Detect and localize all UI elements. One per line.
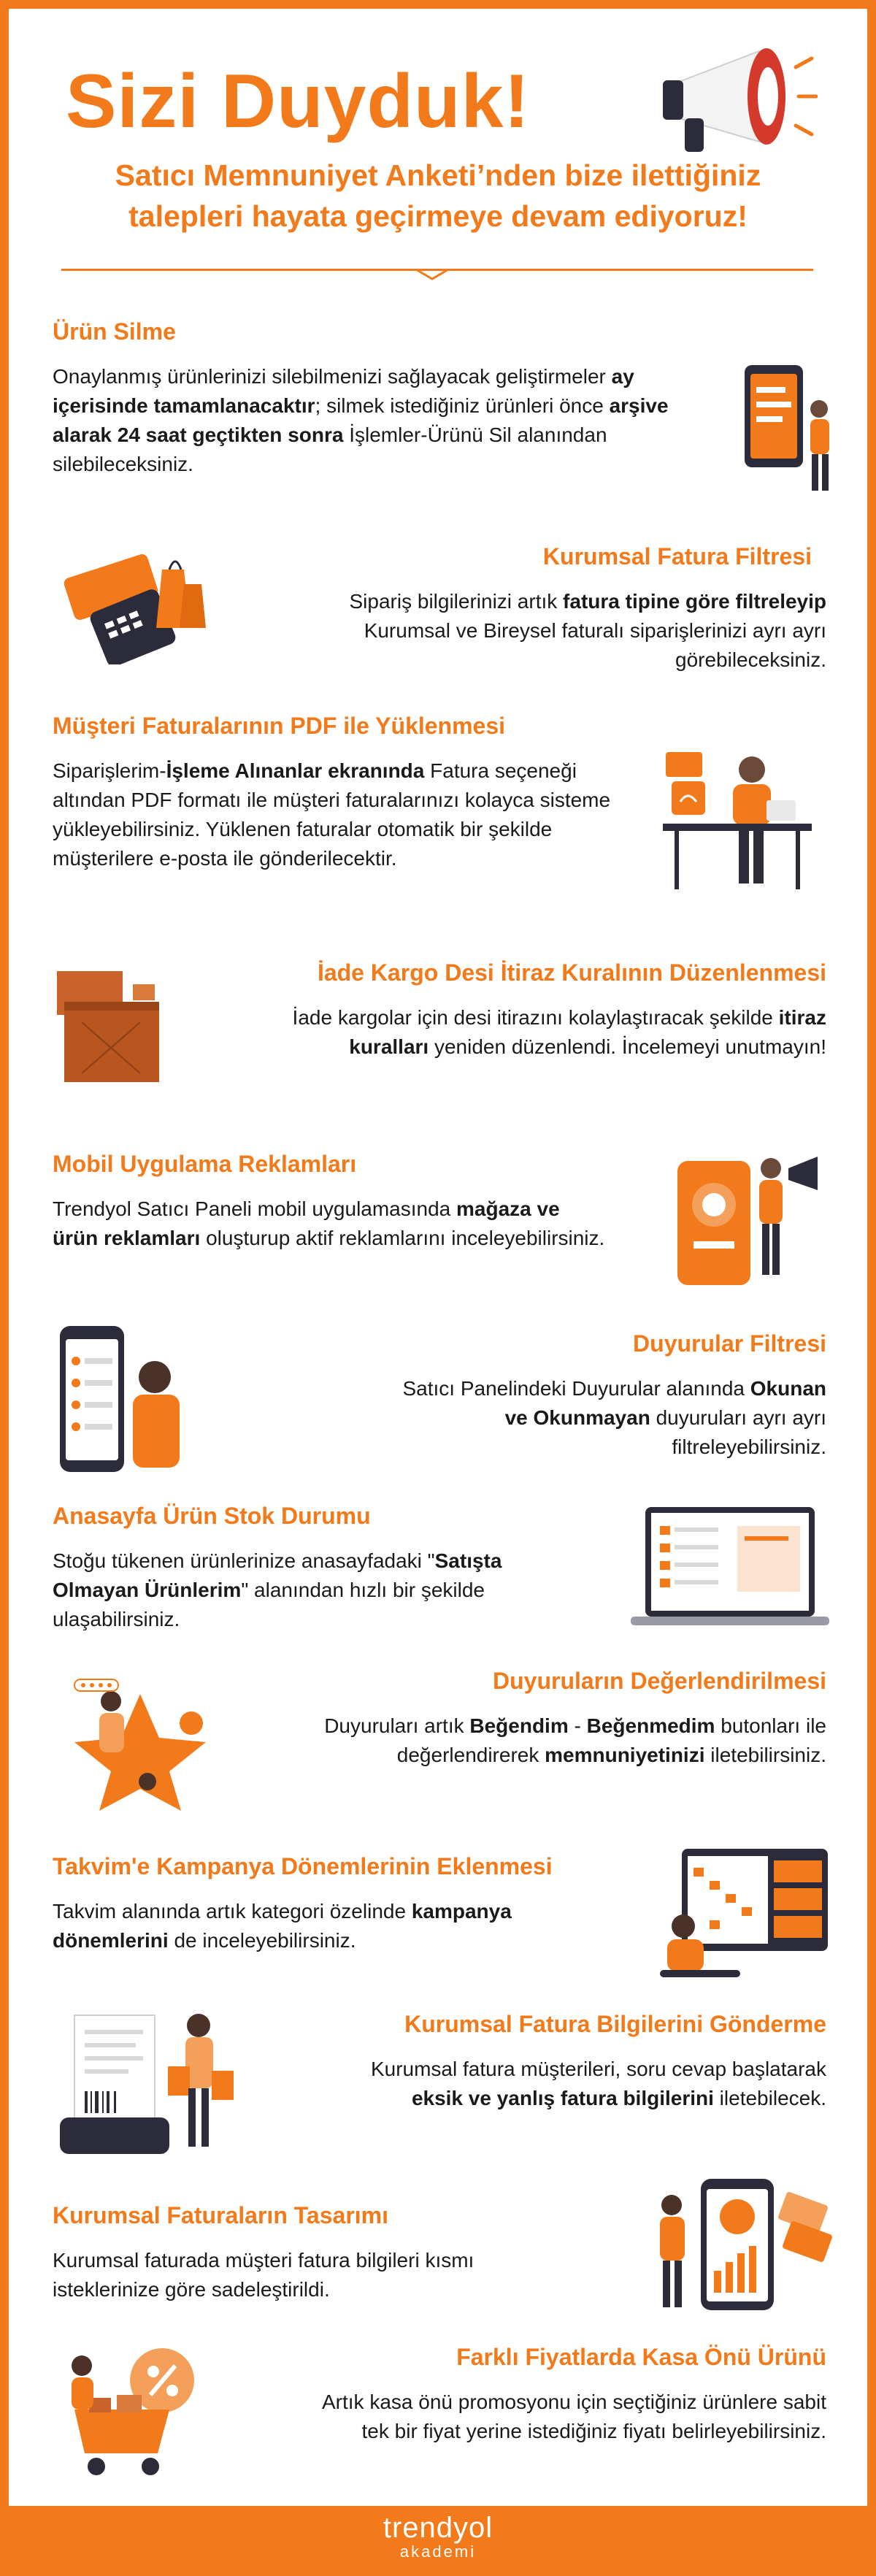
section-body	[53, 1195, 607, 1253]
section-takvim-kampanya	[53, 1850, 622, 1955]
section-body	[53, 1897, 622, 1955]
body-text: Trendyol Satıcı Paneli mobil uygulamasında	[53, 1197, 457, 1220]
receipt-shopping-icon	[53, 2001, 242, 2161]
section-body	[53, 362, 695, 479]
section-duyurular-filtresi	[380, 1327, 826, 1462]
section-body	[263, 1003, 826, 1062]
section-kurumsal-fatura-filtresi	[336, 540, 826, 675]
body-text-bold: memnuniyetinizi	[545, 1744, 705, 1766]
section-pdf-yukleme	[53, 710, 615, 873]
body-text: İşlemler-Ürünü Sil alanından silebileceksiniz.	[53, 423, 607, 475]
rating-stars-icon	[53, 1672, 220, 1811]
body-text: butonları ile değerlendirerek	[396, 1714, 826, 1766]
body-text-bold: İşleme Alınanlar ekranında	[166, 759, 425, 782]
body-text: duyuruları ayrı ayrı filtreleyebilirsiniz.	[650, 1406, 826, 1458]
mobile-ads-icon	[672, 1139, 832, 1292]
body-text: Takvim alanında artık kategori özelinde	[53, 1900, 412, 1923]
section-stok-durumu	[53, 1500, 564, 1634]
body-text: Siparişlerim-	[53, 759, 166, 782]
divider-notch	[416, 263, 448, 280]
body-text: yeniden düzenlendi. İncelemeyi unutmayın!	[429, 1035, 826, 1058]
section-title: Kurumsal Faturaların Tasarımı	[53, 2202, 388, 2228]
section-title: Mobil Uygulama Reklamları	[53, 1151, 357, 1177]
section-iade-kargo	[263, 957, 826, 1062]
body-text: oluşturup aktif reklamlarını inceleyebilirsiniz.	[200, 1227, 605, 1249]
body-text-bold: arşive alarak 24 saat geçtikten sonra	[53, 394, 669, 446]
section-title: Anasayfa Ürün Stok Durumu	[53, 1503, 371, 1529]
body-text-bold: mağaza ve ürün reklamları	[53, 1197, 560, 1249]
subtitle-line-1: Satıcı Memnuniyet Anketi’nden bize ilettiğiniz	[115, 158, 761, 192]
section-body	[336, 587, 826, 675]
body-text: Fatura seçeneği altından PDF formatı ile müşteri faturalarınızı kolayca sisteme yükleyebilirsiniz. Yüklenen faturalar otomatik bir şekilde müşterilere e-posta ile gönderilecektir.	[53, 759, 611, 870]
body-text-bold: kampanya dönemlerini	[53, 1900, 512, 1952]
body-text-bold: eksik ve yanlış fatura bilgilerini	[411, 2087, 714, 2109]
section-fatura-bilgileri	[365, 2008, 826, 2113]
section-body	[321, 2388, 826, 2446]
body-text: İade kargolar için desi itirazını kolaylaştıracak şekilde	[292, 1006, 779, 1029]
section-title: Farklı Fiyatlarda Kasa Önü Ürünü	[456, 2344, 826, 2370]
body-text: iletebilirsiniz.	[704, 1744, 826, 1766]
body-text-bold: itiraz kuralları	[349, 1006, 826, 1058]
section-body	[53, 756, 615, 873]
body-text: Duyuruları artık	[324, 1714, 470, 1737]
discount-cart-icon	[53, 2337, 220, 2483]
body-text: Artık kasa önü promosyonu için seçtiğiniz ürünlere sabit tek bir fiyat yerine istediğiniz fiyatı belirleyebilirsiniz.	[321, 2391, 826, 2442]
section-body	[380, 1374, 826, 1462]
body-text: Satıcı Panelindeki Duyurular alanında	[402, 1377, 750, 1400]
pdf-upload-icon	[657, 730, 818, 898]
section-title: Kurumsal Fatura Filtresi	[542, 543, 812, 570]
body-text: Kurumsal fatura müşterileri, soru cevap başlatarak	[370, 2058, 826, 2080]
section-title: Kurumsal Fatura Bilgilerini Gönderme	[404, 2011, 826, 2037]
section-urun-silme	[53, 315, 695, 479]
section-body	[365, 2055, 826, 2113]
body-text-bold: Satışta Olmayan Ürünlerim	[53, 1549, 502, 1601]
body-text-bold: Okunan ve Okunmayan	[504, 1377, 826, 1429]
page-title: Sizi Duyduk!	[66, 59, 531, 144]
analytics-phone-icon	[650, 2176, 832, 2315]
footer-brand-logo: trendyol	[383, 2512, 493, 2544]
section-mobil-reklam	[53, 1148, 607, 1253]
section-body	[321, 1711, 826, 1770]
body-text: Kurumsal ve Bireysel faturalı siparişlerinizi ayrı ayrı görebileceksiniz.	[364, 619, 826, 671]
subtitle-line-2: talepleri hayata geçirmeye devam ediyoruz!	[128, 199, 748, 233]
section-title: Ürün Silme	[53, 318, 176, 345]
body-text-bold: Beğendim	[469, 1714, 569, 1737]
section-title: Müşteri Faturalarının PDF ile Yüklenmesi	[53, 713, 506, 739]
body-text: Sipariş bilgilerinizi artık	[349, 590, 564, 613]
section-body	[53, 2246, 578, 2304]
announcement-phone-icon	[53, 1322, 191, 1482]
section-fatura-tasarimi	[53, 2199, 578, 2304]
megaphone-icon	[650, 38, 818, 162]
laptop-stock-icon	[628, 1504, 832, 1636]
body-text: iletebilecek.	[713, 2087, 826, 2109]
footer-brand-sub: akademi	[399, 2542, 477, 2561]
body-text-bold: ay içerisinde tamamlanacaktır	[53, 365, 634, 417]
body-text: Onaylanmış ürünlerinizi silebilmenizi sağlayacak geliştirmeler	[53, 365, 612, 388]
phone-delete-icon	[737, 358, 840, 504]
calendar-icon	[657, 1846, 832, 1985]
cargo-box-icon	[53, 964, 169, 1088]
section-title: Takvim'e Kampanya Dönemlerinin Eklenmesi	[53, 1853, 553, 1879]
section-body	[53, 1546, 564, 1634]
card-terminal-icon	[53, 540, 213, 664]
body-text: " alanından hızlı bir şekilde ulaşabilirsiniz.	[53, 1579, 485, 1630]
body-text-bold: fatura tipine göre filtreleyip	[563, 590, 826, 613]
section-duyuru-degerlendirme	[321, 1665, 826, 1770]
section-title: İade Kargo Desi İtiraz Kuralının Düzenlenmesi	[317, 959, 826, 986]
body-text-bold: Beğenmedim	[586, 1714, 715, 1737]
body-text: Kurumsal faturada müşteri fatura bilgileri kısmı isteklerinize göre sadeleştirildi.	[53, 2249, 474, 2301]
body-text: ; silmek istediğiniz ürünleri önce	[315, 394, 610, 417]
body-text: -	[568, 1714, 587, 1737]
section-title: Duyurular Filtresi	[633, 1330, 826, 1357]
body-text: Stoğu tükenen ürünlerinize anasayfadaki "	[53, 1549, 435, 1572]
body-text: de inceleyebilirsiniz.	[168, 1929, 356, 1952]
page-subtitle	[73, 155, 803, 237]
section-kasa-onu	[321, 2341, 826, 2446]
section-title: Duyuruların Değerlendirilmesi	[492, 1668, 826, 1694]
